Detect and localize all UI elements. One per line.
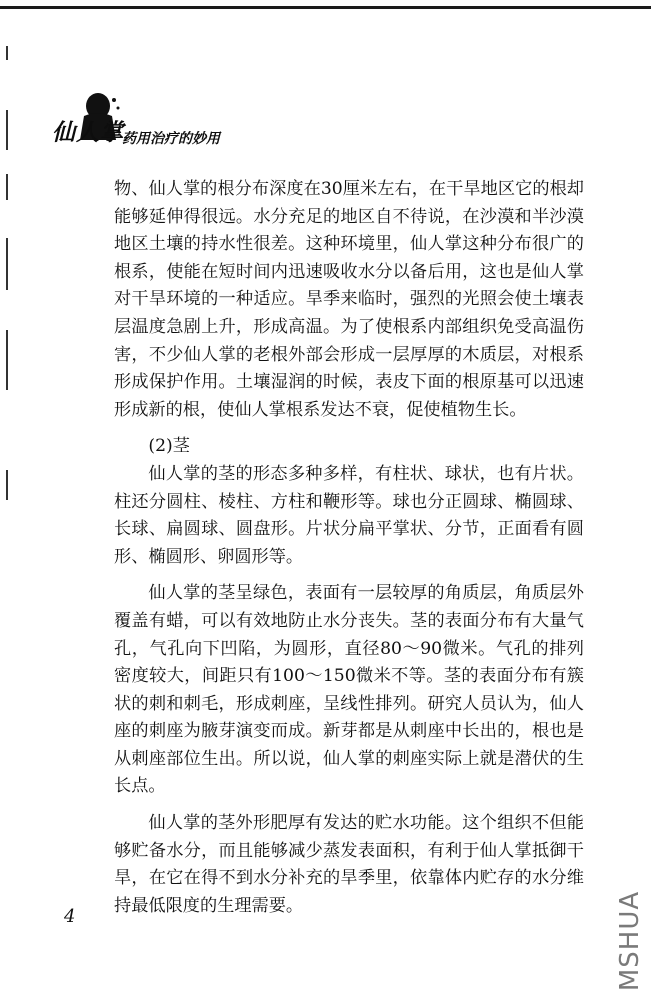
paragraph: 仙人掌的茎的形态多种多样，有柱状、球状，也有片状。柱还分圆柱、棱柱、方柱和鞭形等。球也分正圆球、椭圆球、长球、扁圆球、圆盘形。片状分扁平掌状、分节，正面看有圆形、椭圆形、卵圆形等。 xyxy=(114,463,584,567)
watermark xyxy=(612,885,648,997)
paragraph: 仙人掌的茎外形肥厚有发达的贮水功能。这个组织不但能够贮备水分，而且能够减少蒸发表面积，有利于仙人掌抵御干旱，在它在得不到水分补充的旱季里，依靠体内贮存的水分维持最低限度的生理需要。 xyxy=(114,813,584,916)
watermark-text: MSHUA xyxy=(615,890,645,992)
scan-margin-mark xyxy=(6,470,8,500)
top-rule xyxy=(0,6,651,9)
book-subtitle: 药用治疗的妙用 xyxy=(122,131,220,147)
page-number: 4 xyxy=(64,906,76,927)
scan-margin-mark xyxy=(6,46,8,60)
paragraph-continued: 物、仙人掌的根分布深度在30厘米左右，在干旱地区它的根却能够延伸得很远。水分充足的地区自不待说，在沙漠和半沙漠地区土壤的持水性很差。这种环境里，仙人掌这种分布很广的根系，使能在短时间内迅速吸收水分以备后用，这也是仙人掌对干旱环境的一种适应。旱季来临时，强烈的光照会使土壤表层温度急剧上升，形成高温。为了使根系内部组织免受高温伤害，不少仙人掌的老根外部会形成一层厚厚的木质层，对根系形成保护作用。土壤湿润的时候，表皮下面的根原基可以迅速形成新的根，使仙人掌根系发达不衰，促使植物生长。 xyxy=(114,179,584,420)
paragraph: 仙人掌的茎呈绿色，表面有一层较厚的角质层，角质层外覆盖有蜡，可以有效地防止水分丧失。茎的表面分布有大量气孔，气孔向下凹陷，为圆形，直径80～90微米。气孔的排列密度较大，间距只有100～150微米不等。茎的表面分布有簇状的刺和刺毛，形成刺座，呈线性排列。研究人员认为，仙人座的刺座为腋芽演变而成。新芽都是从刺座中长出的，根也是从刺座部位生出。所以说，仙人掌的刺座实际上就是潜伏的生长点。 xyxy=(114,583,584,797)
scan-margin-mark xyxy=(6,330,8,390)
section-heading: (2)茎 xyxy=(148,436,190,457)
book-title: 仙人掌 xyxy=(52,120,124,146)
scan-margin-mark xyxy=(6,110,8,150)
book-header-logo xyxy=(52,92,252,156)
scan-margin-mark xyxy=(6,238,8,290)
scan-margin-mark xyxy=(6,174,8,200)
page-body xyxy=(114,176,584,920)
